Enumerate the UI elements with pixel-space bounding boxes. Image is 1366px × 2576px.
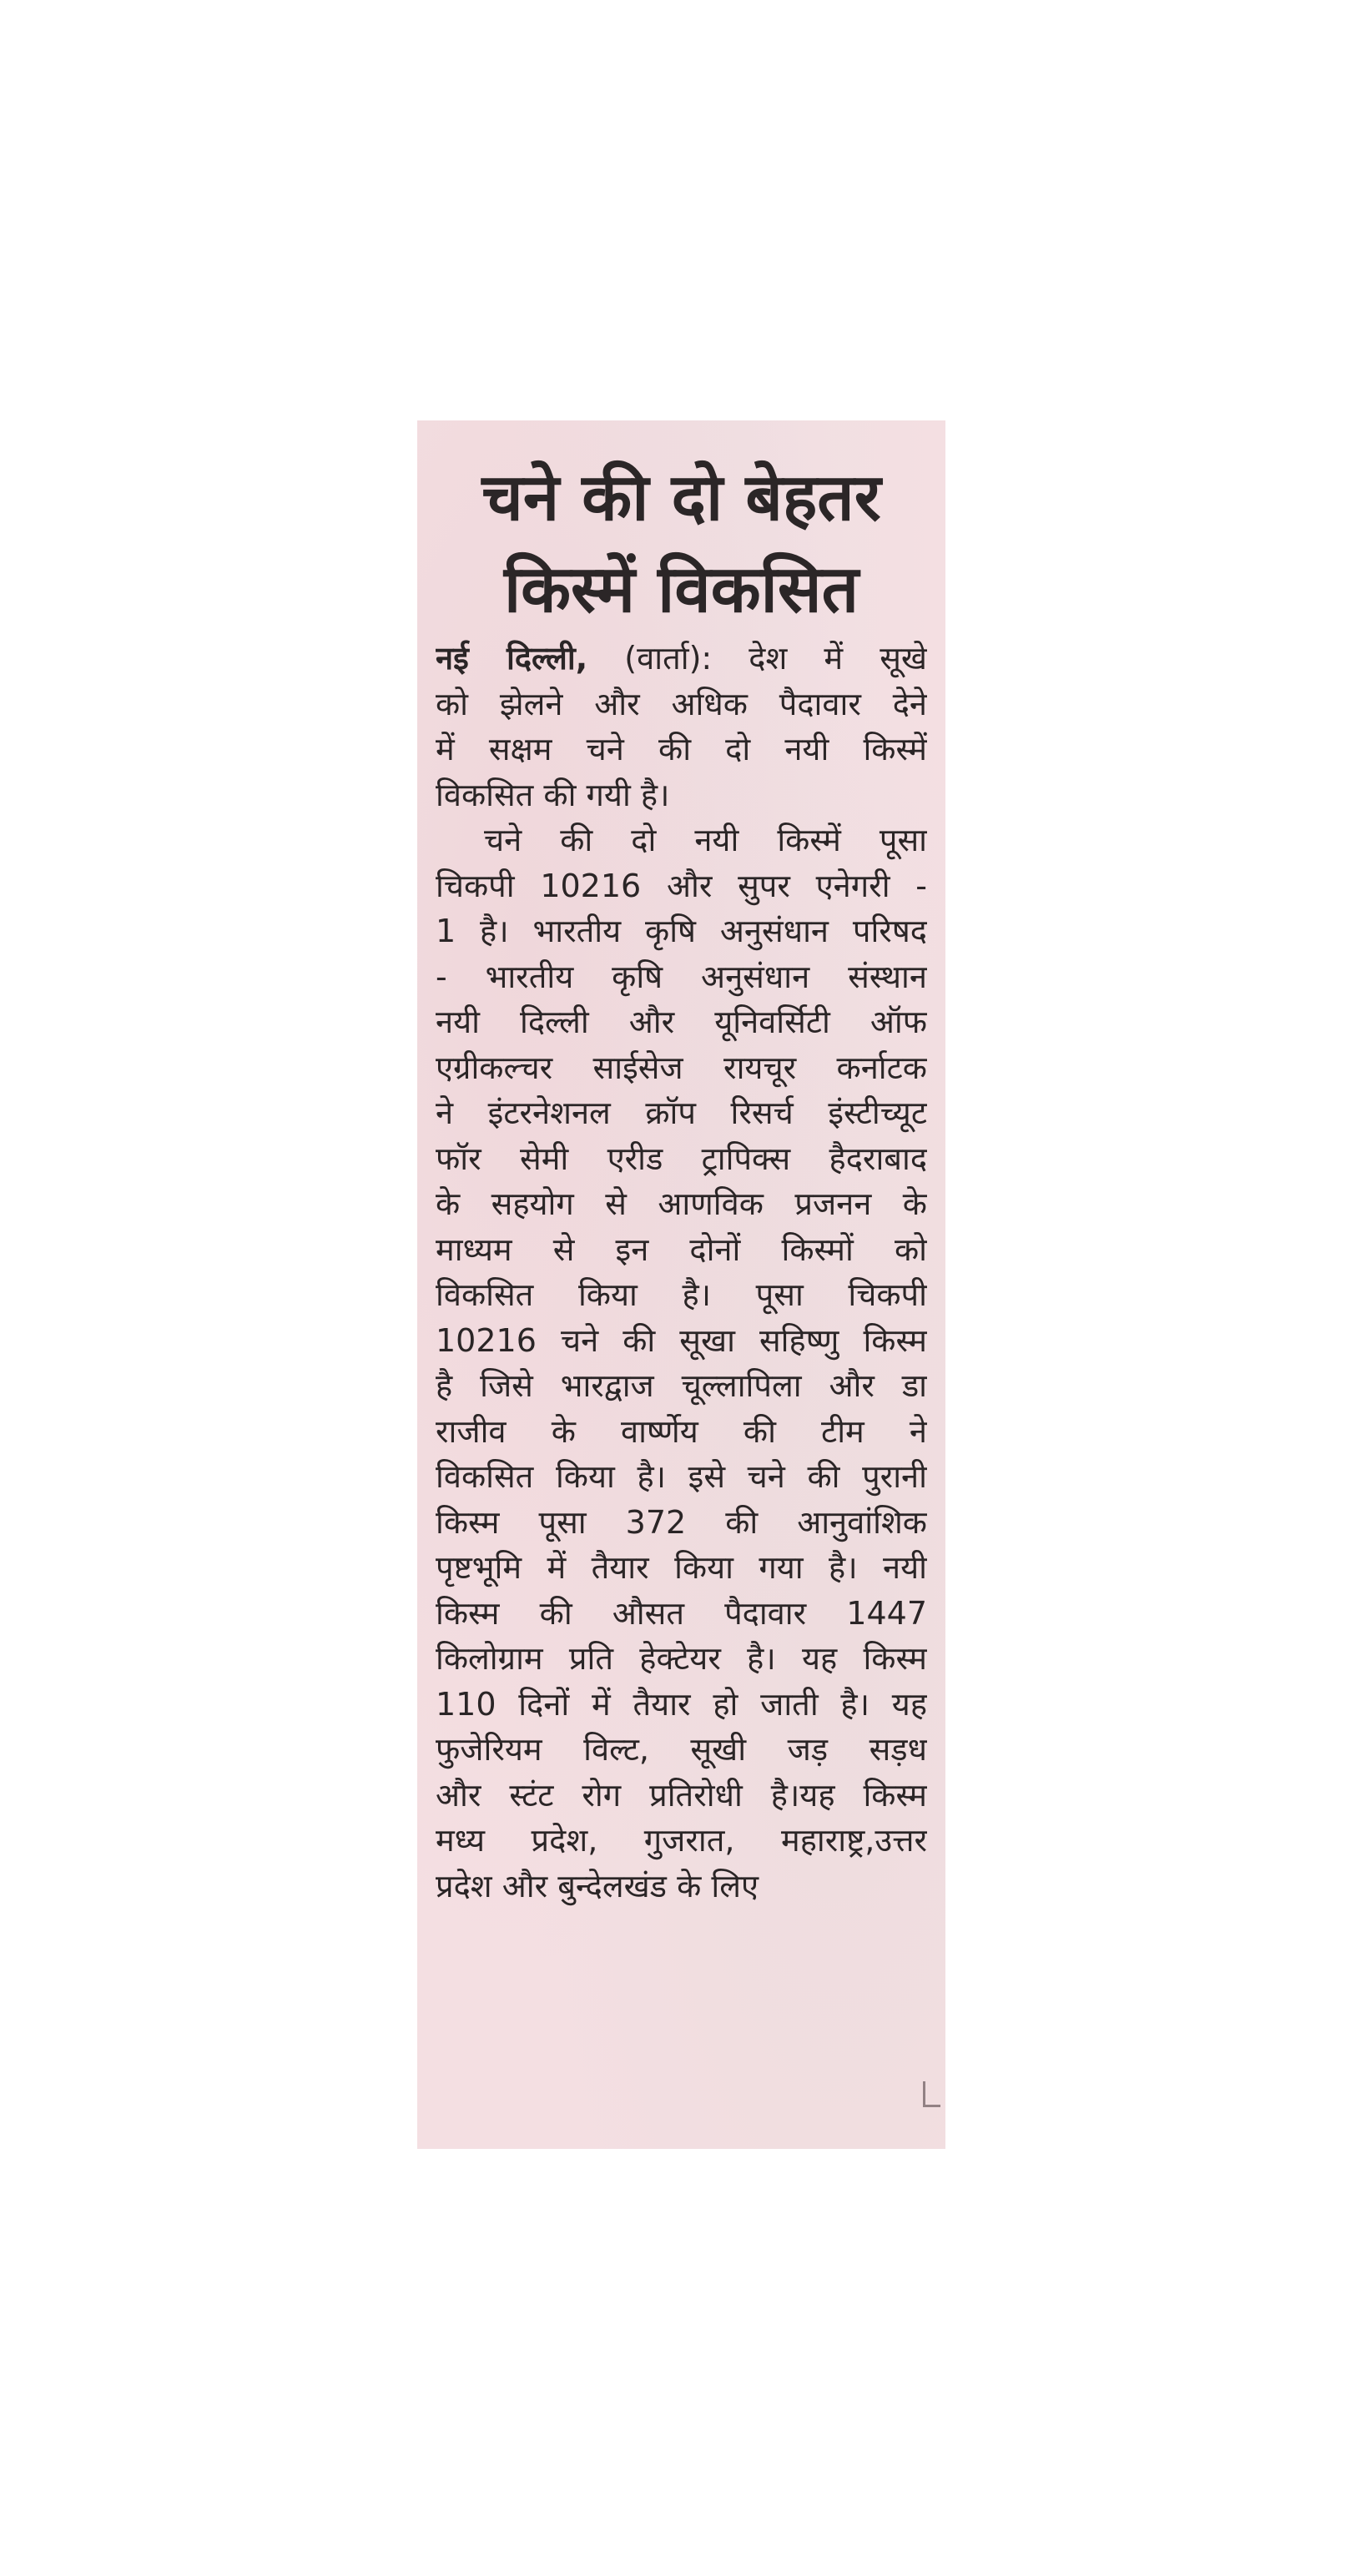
article-line: किलोग्राम प्रति हेक्टेयर है। यह किस्म [436,1640,927,1677]
article-line: माध्यम से इन दोनों किस्मों को [436,1230,927,1268]
article-line: 110 दिनों में तैयार हो जाती है। यह [436,1685,927,1723]
article-line [436,636,927,682]
article-line: विकसित किया है। इसे चने की पुरानी [436,1458,927,1495]
article-line: विकसित किया है। पूसा चिकपी [436,1276,927,1313]
article-line: चने की दो नयी किस्में पूसा [484,822,927,858]
article-line: में सक्षम चने की दो नयी किस्में [436,731,927,767]
article-line: - भारतीय कृषि अनुसंधान संस्थान [436,958,927,995]
article-line: फुजेरियम विल्ट, सूखी जड़ सड़ध [436,1731,927,1768]
newspaper-clipping [417,420,945,2149]
article-line: पृष्टभूमि में तैयार किया गया है। नयी [436,1549,927,1586]
article-line: चिकपी 10216 और सुपर एनेगरी - [436,867,927,904]
article-line: ने इंटरनेशनल क्रॉप रिसर्च इंस्टीच्यूट [436,1094,927,1131]
article-line: 10216 चने की सूखा सहिष्णु किस्म [436,1321,927,1359]
article-line: को झेलने और अधिक पैदावार देने [436,685,927,722]
article-line: के सहयोग से आणविक प्रजनन के [436,1185,927,1222]
article-line: प्रदेश और बुन्देलखंड के लिए [436,1867,759,1904]
article-line: राजीव के वार्ष्णेय की टीम ने [436,1412,927,1450]
article-line: और स्टंट रोग प्रतिरोधी है।यह किस्म [436,1776,927,1814]
news-agency-credit: (वार्ता): देश में सूखे [587,640,927,677]
headline-line-1: चने की दो बेहतर [481,460,881,536]
article-line: है जिसे भारद्वाज चूल्लापिला और डा [436,1367,927,1404]
article-line: नयी दिल्ली और यूनिवर्सिटी ऑफ [436,1004,927,1040]
headline-line-2: किस्में विकसित [503,552,859,627]
headline [436,452,927,636]
article-line: फॉर सेमी एरीड ट्रापिक्स हैदराबाद [436,1140,927,1177]
dateline: नई दिल्ली, [436,640,588,677]
article-body [436,636,927,1909]
article-line: किस्म पूसा 372 की आनुवांशिक [436,1503,927,1541]
article-line: 1 है। भारतीय कृषि अनुसंधान परिषद [436,913,927,949]
article-line: किस्म की औसत पैदावार 1447 [436,1594,927,1632]
article-line: एग्रीकल्चर साईसेज रायचूर कर्नाटक [436,1049,927,1086]
article-line: विकसित की गयी है। [436,776,670,813]
crop-corner-mark [923,2081,940,2107]
article-line: मध्य प्रदेश, गुजरात, महाराष्ट्र,उत्तर [436,1822,927,1859]
